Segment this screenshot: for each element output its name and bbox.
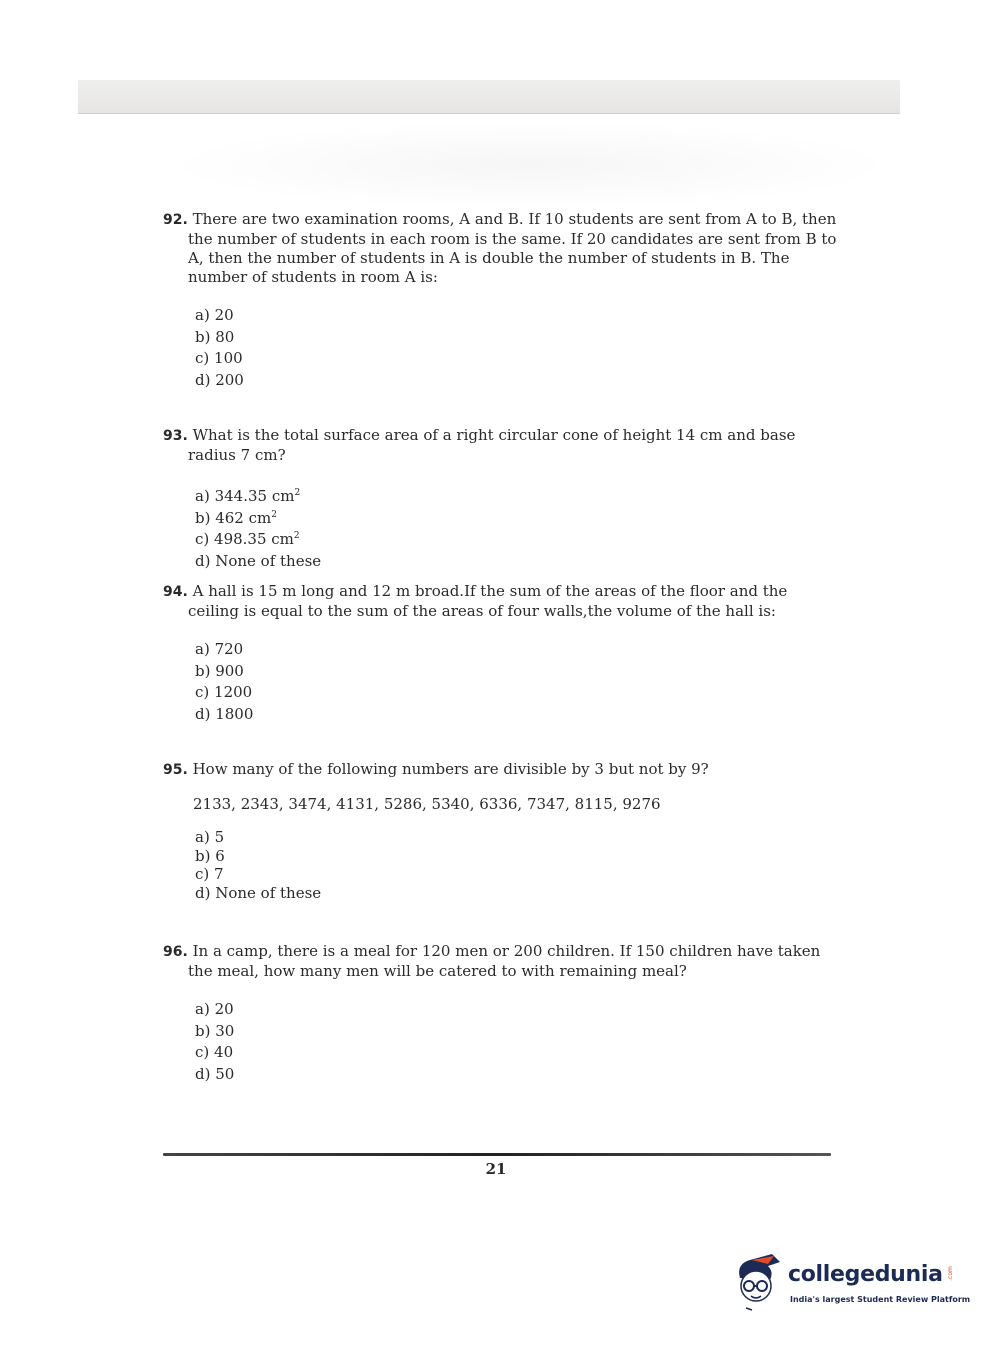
- number-list: 2133, 2343, 3474, 4131, 5286, 5340, 6336, 7347, 8115, 9276: [193, 795, 661, 813]
- question-text: There are two examination rooms, A and B. If 10 students are sent from A to B, then the number of students in each room is the same. If 20 candidates are sent from B to A, then the number of students in A is double the number of students in B. The number of students in room A is:: [188, 210, 837, 286]
- option-a: a) 344.35 $cm^2$: [195, 487, 301, 505]
- question-number: 96: [163, 944, 183, 960]
- question-95: 95. How many of the following numbers are divisible by 3 but not by 9? 2133, 2343, 3474, 4131, 5286, 5340, 6336, 7347, 8115, 9276 a) 5 b) 6 c) 7 d) None of these: [163, 760, 838, 902]
- option-b: b) 6: [195, 846, 225, 865]
- option-c: c) 1200: [195, 683, 253, 701]
- question-text: How many of the following numbers are divisible by 3 but not by 9?: [192, 760, 709, 778]
- options-list: [163, 305, 838, 391]
- options-list: [163, 483, 838, 569]
- logo-wordmark: collegedunia: [788, 1262, 943, 1287]
- option-b: b) 462 $cm^2$: [195, 508, 277, 527]
- option-b: b) 30: [195, 1021, 235, 1040]
- option-c: c) 498.35 $cm^2$: [195, 530, 300, 548]
- option-d: d) 200: [195, 370, 244, 389]
- question-number: 94: [163, 584, 183, 600]
- option-c: c) 7: [195, 865, 224, 883]
- option-d: d) 50: [195, 1064, 235, 1083]
- option-a: a) 20: [195, 306, 234, 324]
- scan-bleed-through: [160, 120, 900, 210]
- collegedunia-logo: [730, 1250, 971, 1330]
- question-text: A hall is 15 m long and 12 m broad.If the sum of the areas of the floor and the ceiling is equal to the sum of the areas of four walls,the volume of the hall is:: [188, 582, 788, 620]
- logo-suffix: .com: [946, 1266, 954, 1281]
- logo-tagline: India's largest Student Review Platform: [790, 1295, 971, 1304]
- option-a: a) 20: [195, 1000, 234, 1018]
- scan-header-band: [78, 80, 900, 114]
- mascot-icon: [730, 1250, 786, 1314]
- question-93: 93. What is the total surface area of a right circular cone of height 14 cm and base radius 7 cm? a) 344.35 $cm^2$ b) 462 $cm^2$ c) 498.35 $cm^2$ d) None of these: [163, 426, 838, 569]
- question-number: 93: [163, 428, 183, 444]
- option-c: c) 100: [195, 349, 243, 367]
- question-number: 92: [163, 212, 183, 228]
- option-a: a) 720: [195, 640, 244, 658]
- page-number: 21: [485, 1160, 507, 1178]
- question-94: 94. A hall is 15 m long and 12 m broad.If the sum of the areas of the floor and the ceiling is equal to the sum of the areas of four walls,the volume of the hall is: a) 720 b) 900 c) 1200 d) 1800: [163, 582, 838, 725]
- question-text: What is the total surface area of a right circular cone of height 14 cm and base radius 7 cm?: [188, 426, 796, 464]
- question-96: 96. In a camp, there is a meal for 120 men or 200 children. If 150 children have taken the meal, how many men will be catered to with remaining meal? a) 20 b) 30 c) 40 d) 50: [163, 942, 838, 1085]
- option-b: b) 80: [195, 327, 235, 346]
- question-number: 95: [163, 762, 183, 778]
- footer-rule: [163, 1153, 831, 1156]
- options-list: [163, 999, 838, 1085]
- option-d: d) None of these: [195, 551, 322, 570]
- options-list: [163, 639, 838, 725]
- option-d: d) None of these: [195, 883, 322, 902]
- question-text: In a camp, there is a meal for 120 men or 200 children. If 150 children have taken the meal, how many men will be catered to with remaining meal?: [188, 942, 821, 980]
- question-92: 92. There are two examination rooms, A and B. If 10 students are sent from A to B, then the number of students in each room is the same. If 20 candidates are sent from B to A, then the number of students in A is double the number of students in B. The number of students in room A is: a) 20 b) 80 c) 100 d) 200: [163, 210, 838, 391]
- option-c: c) 40: [195, 1043, 234, 1061]
- option-a: a) 5: [195, 828, 225, 846]
- options-list: [163, 828, 838, 902]
- option-b: b) 900: [195, 661, 244, 680]
- option-d: d) 1800: [195, 704, 254, 723]
